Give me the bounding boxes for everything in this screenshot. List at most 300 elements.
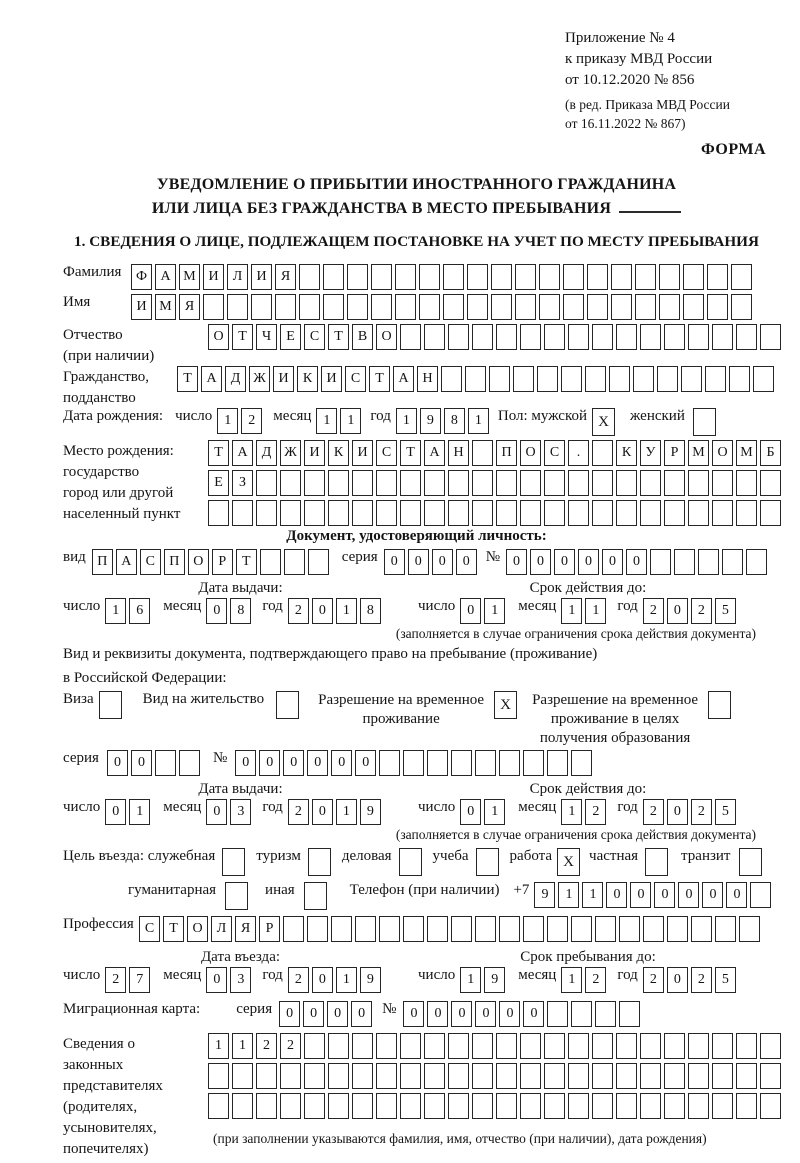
profession-cell[interactable] bbox=[451, 916, 472, 942]
surname-cell[interactable] bbox=[347, 264, 368, 290]
migration-card-series-cell[interactable]: 0 bbox=[327, 1001, 348, 1027]
profession-cell[interactable] bbox=[547, 916, 568, 942]
birth-place-line3-cell[interactable] bbox=[760, 500, 781, 526]
migration-card-series-cell[interactable]: 0 bbox=[279, 1001, 300, 1027]
permit-issue-day-cell[interactable]: 1 bbox=[129, 799, 150, 825]
purpose-study-checkbox[interactable] bbox=[476, 848, 499, 876]
representatives-line3-cell[interactable] bbox=[304, 1093, 325, 1119]
patronymic-cell[interactable] bbox=[640, 324, 661, 350]
birth-place-line3-cell[interactable] bbox=[688, 500, 709, 526]
representatives-line3-cell[interactable] bbox=[568, 1093, 589, 1119]
birth-place-line3-cell[interactable] bbox=[472, 500, 493, 526]
patronymic-cell[interactable] bbox=[544, 324, 565, 350]
birth-place-line1-cell[interactable]: Т bbox=[208, 440, 229, 466]
birth-place-line2-cell[interactable] bbox=[304, 470, 325, 496]
birth-place-line2-cell[interactable] bbox=[736, 470, 757, 496]
birth-place-line1-cell[interactable]: А bbox=[232, 440, 253, 466]
entry-day-cell[interactable]: 2 bbox=[105, 967, 126, 993]
entry-year-cell[interactable]: 9 bbox=[360, 967, 381, 993]
surname-cell[interactable]: И bbox=[251, 264, 272, 290]
birth-day-cell[interactable]: 1 bbox=[217, 408, 238, 434]
id-issue-day-cell[interactable]: 1 bbox=[105, 598, 126, 624]
stay-until-year-cell[interactable]: 0 bbox=[667, 967, 688, 993]
profession-cell[interactable] bbox=[643, 916, 664, 942]
id-valid-day-cell[interactable]: 1 bbox=[484, 598, 505, 624]
representatives-line1-cell[interactable] bbox=[400, 1033, 421, 1059]
id-doc-type-cell[interactable]: О bbox=[188, 549, 209, 575]
id-doc-type-cell[interactable]: А bbox=[116, 549, 137, 575]
birth-place-line3-cell[interactable] bbox=[496, 500, 517, 526]
birth-place-line2-cell[interactable] bbox=[448, 470, 469, 496]
given-name-cell[interactable] bbox=[587, 294, 608, 320]
representatives-line3-cell[interactable] bbox=[736, 1093, 757, 1119]
patronymic-cell[interactable] bbox=[400, 324, 421, 350]
surname-cell[interactable] bbox=[323, 264, 344, 290]
stay-until-day-cell[interactable]: 1 bbox=[460, 967, 481, 993]
representatives-line3-cell[interactable] bbox=[544, 1093, 565, 1119]
phone-number-cell[interactable]: 0 bbox=[678, 882, 699, 908]
representatives-line3-cell[interactable] bbox=[472, 1093, 493, 1119]
representatives-line2-cell[interactable] bbox=[712, 1063, 733, 1089]
purpose-humanitarian-checkbox[interactable] bbox=[225, 882, 248, 910]
representatives-line1-cell[interactable] bbox=[592, 1033, 613, 1059]
birth-year-cell[interactable]: 1 bbox=[468, 408, 489, 434]
birth-place-line3-cell[interactable] bbox=[616, 500, 637, 526]
representatives-line1-cell[interactable] bbox=[376, 1033, 397, 1059]
permit-number-cell[interactable] bbox=[403, 750, 424, 776]
stay-until-month-cell[interactable]: 2 bbox=[585, 967, 606, 993]
surname-cell[interactable] bbox=[419, 264, 440, 290]
patronymic-cell[interactable] bbox=[424, 324, 445, 350]
citizenship-cell[interactable]: С bbox=[345, 366, 366, 392]
patronymic-cell[interactable]: О bbox=[376, 324, 397, 350]
stay-until-day-cell[interactable]: 9 bbox=[484, 967, 505, 993]
birth-place-line3-cell[interactable] bbox=[592, 500, 613, 526]
permit-number-cell[interactable]: 0 bbox=[259, 750, 280, 776]
birth-place-line1-cell[interactable]: М bbox=[736, 440, 757, 466]
representatives-line2-cell[interactable] bbox=[376, 1063, 397, 1089]
id-doc-number-cell[interactable] bbox=[746, 549, 767, 575]
citizenship-cell[interactable]: Ж bbox=[249, 366, 270, 392]
citizenship-cell[interactable]: И bbox=[321, 366, 342, 392]
stay-until-month-cell[interactable]: 1 bbox=[561, 967, 582, 993]
birth-place-line1-cell[interactable]: У bbox=[640, 440, 661, 466]
migration-card-number-cell[interactable]: 0 bbox=[427, 1001, 448, 1027]
permit-number-cell[interactable]: 0 bbox=[307, 750, 328, 776]
migration-card-number-cell[interactable] bbox=[595, 1001, 616, 1027]
given-name-cell[interactable] bbox=[635, 294, 656, 320]
birth-place-line1-cell[interactable]: А bbox=[424, 440, 445, 466]
birth-place-line2-cell[interactable] bbox=[496, 470, 517, 496]
birth-place-line1-cell[interactable]: Д bbox=[256, 440, 277, 466]
representatives-line1-cell[interactable] bbox=[472, 1033, 493, 1059]
given-name-cell[interactable] bbox=[491, 294, 512, 320]
representatives-line2-cell[interactable] bbox=[472, 1063, 493, 1089]
profession-cell[interactable] bbox=[283, 916, 304, 942]
representatives-line1-cell[interactable] bbox=[328, 1033, 349, 1059]
permit-issue-year-cell[interactable]: 0 bbox=[312, 799, 333, 825]
patronymic-cell[interactable] bbox=[688, 324, 709, 350]
birth-place-line2-cell[interactable] bbox=[616, 470, 637, 496]
permit-series-cell[interactable]: 0 bbox=[107, 750, 128, 776]
representatives-line3-cell[interactable] bbox=[328, 1093, 349, 1119]
id-issue-year-cell[interactable]: 0 bbox=[312, 598, 333, 624]
purpose-official-checkbox[interactable] bbox=[222, 848, 245, 876]
birth-place-line2-cell[interactable] bbox=[472, 470, 493, 496]
phone-number-cell[interactable]: 0 bbox=[630, 882, 651, 908]
id-valid-year-cell[interactable]: 0 bbox=[667, 598, 688, 624]
representatives-line2-cell[interactable] bbox=[688, 1063, 709, 1089]
permit-valid-year-cell[interactable]: 5 bbox=[715, 799, 736, 825]
visa-checkbox[interactable] bbox=[99, 691, 122, 719]
representatives-line1-cell[interactable] bbox=[424, 1033, 445, 1059]
given-name-cell[interactable] bbox=[371, 294, 392, 320]
stay-until-year-cell[interactable]: 2 bbox=[691, 967, 712, 993]
purpose-other-checkbox[interactable] bbox=[304, 882, 327, 910]
migration-card-number-cell[interactable]: 0 bbox=[403, 1001, 424, 1027]
representatives-line3-cell[interactable] bbox=[592, 1093, 613, 1119]
id-valid-day-cell[interactable]: 0 bbox=[460, 598, 481, 624]
representatives-line3-cell[interactable] bbox=[424, 1093, 445, 1119]
given-name-cell[interactable] bbox=[419, 294, 440, 320]
permit-number-cell[interactable]: 0 bbox=[331, 750, 352, 776]
birth-place-line1-cell[interactable]: О bbox=[712, 440, 733, 466]
birth-place-line3-cell[interactable] bbox=[424, 500, 445, 526]
id-doc-series-cell[interactable]: 0 bbox=[432, 549, 453, 575]
birth-place-line3-cell[interactable] bbox=[376, 500, 397, 526]
patronymic-cell[interactable] bbox=[592, 324, 613, 350]
representatives-line1-cell[interactable] bbox=[544, 1033, 565, 1059]
representatives-line3-cell[interactable] bbox=[640, 1093, 661, 1119]
permit-issue-year-cell[interactable]: 9 bbox=[360, 799, 381, 825]
citizenship-cell[interactable] bbox=[585, 366, 606, 392]
birth-place-line1-cell[interactable]: Р bbox=[664, 440, 685, 466]
permit-issue-year-cell[interactable]: 1 bbox=[336, 799, 357, 825]
phone-number-cell[interactable]: 9 bbox=[534, 882, 555, 908]
permit-number-cell[interactable] bbox=[547, 750, 568, 776]
representatives-line1-cell[interactable] bbox=[496, 1033, 517, 1059]
birth-place-line3-cell[interactable] bbox=[400, 500, 421, 526]
patronymic-cell[interactable]: Е bbox=[280, 324, 301, 350]
representatives-line1-cell[interactable] bbox=[760, 1033, 781, 1059]
representatives-line1-cell[interactable] bbox=[664, 1033, 685, 1059]
purpose-work-checkbox[interactable]: X bbox=[557, 848, 580, 876]
citizenship-cell[interactable] bbox=[513, 366, 534, 392]
birth-place-line1-cell[interactable]: П bbox=[496, 440, 517, 466]
birth-place-line1-cell[interactable]: О bbox=[520, 440, 541, 466]
profession-cell[interactable] bbox=[667, 916, 688, 942]
representatives-line3-cell[interactable] bbox=[616, 1093, 637, 1119]
surname-cell[interactable] bbox=[515, 264, 536, 290]
representatives-line3-cell[interactable] bbox=[712, 1093, 733, 1119]
representatives-line3-cell[interactable] bbox=[688, 1093, 709, 1119]
profession-cell[interactable]: Р bbox=[259, 916, 280, 942]
profession-cell[interactable] bbox=[571, 916, 592, 942]
given-name-cell[interactable] bbox=[539, 294, 560, 320]
profession-cell[interactable] bbox=[619, 916, 640, 942]
birth-place-line1-cell[interactable]: Т bbox=[400, 440, 421, 466]
permit-number-cell[interactable] bbox=[379, 750, 400, 776]
patronymic-cell[interactable]: Ч bbox=[256, 324, 277, 350]
entry-year-cell[interactable]: 0 bbox=[312, 967, 333, 993]
profession-cell[interactable] bbox=[595, 916, 616, 942]
representatives-line2-cell[interactable] bbox=[736, 1063, 757, 1089]
id-doc-series-cell[interactable]: 0 bbox=[408, 549, 429, 575]
profession-cell[interactable] bbox=[715, 916, 736, 942]
birth-place-line2-cell[interactable] bbox=[376, 470, 397, 496]
patronymic-cell[interactable]: С bbox=[304, 324, 325, 350]
phone-number-cell[interactable] bbox=[750, 882, 771, 908]
birth-place-line3-cell[interactable] bbox=[736, 500, 757, 526]
representatives-line2-cell[interactable] bbox=[208, 1063, 229, 1089]
id-doc-type-cell[interactable] bbox=[260, 549, 281, 575]
patronymic-cell[interactable] bbox=[616, 324, 637, 350]
birth-year-cell[interactable]: 9 bbox=[420, 408, 441, 434]
surname-cell[interactable]: А bbox=[155, 264, 176, 290]
given-name-cell[interactable] bbox=[395, 294, 416, 320]
phone-number-cell[interactable]: 0 bbox=[654, 882, 675, 908]
given-name-cell[interactable] bbox=[563, 294, 584, 320]
permit-valid-year-cell[interactable]: 0 bbox=[667, 799, 688, 825]
given-name-cell[interactable] bbox=[443, 294, 464, 320]
representatives-line3-cell[interactable] bbox=[352, 1093, 373, 1119]
permit-number-cell[interactable] bbox=[475, 750, 496, 776]
id-issue-month-cell[interactable]: 0 bbox=[206, 598, 227, 624]
patronymic-cell[interactable]: Т bbox=[328, 324, 349, 350]
representatives-line2-cell[interactable] bbox=[544, 1063, 565, 1089]
permit-number-cell[interactable] bbox=[523, 750, 544, 776]
patronymic-cell[interactable]: Т bbox=[232, 324, 253, 350]
birth-place-line1-cell[interactable]: К bbox=[328, 440, 349, 466]
representatives-line2-cell[interactable] bbox=[664, 1063, 685, 1089]
temp-residence-education-checkbox[interactable] bbox=[708, 691, 731, 719]
representatives-line2-cell[interactable] bbox=[448, 1063, 469, 1089]
given-name-cell[interactable] bbox=[731, 294, 752, 320]
birth-place-line2-cell[interactable] bbox=[592, 470, 613, 496]
permit-number-cell[interactable]: 0 bbox=[283, 750, 304, 776]
id-issue-year-cell[interactable]: 8 bbox=[360, 598, 381, 624]
permit-number-cell[interactable] bbox=[499, 750, 520, 776]
birth-place-line1-cell[interactable]: М bbox=[688, 440, 709, 466]
birth-place-line3-cell[interactable] bbox=[568, 500, 589, 526]
given-name-cell[interactable]: И bbox=[131, 294, 152, 320]
id-doc-type-cell[interactable] bbox=[284, 549, 305, 575]
representatives-line2-cell[interactable] bbox=[328, 1063, 349, 1089]
citizenship-cell[interactable]: И bbox=[273, 366, 294, 392]
surname-cell[interactable] bbox=[611, 264, 632, 290]
representatives-line3-cell[interactable] bbox=[280, 1093, 301, 1119]
representatives-line2-cell[interactable] bbox=[352, 1063, 373, 1089]
birth-year-cell[interactable]: 8 bbox=[444, 408, 465, 434]
representatives-line2-cell[interactable] bbox=[760, 1063, 781, 1089]
birth-year-cell[interactable]: 1 bbox=[396, 408, 417, 434]
permit-issue-year-cell[interactable]: 2 bbox=[288, 799, 309, 825]
representatives-line2-cell[interactable] bbox=[496, 1063, 517, 1089]
birth-place-line1-cell[interactable]: Б bbox=[760, 440, 781, 466]
patronymic-cell[interactable] bbox=[736, 324, 757, 350]
patronymic-cell[interactable] bbox=[664, 324, 685, 350]
given-name-cell[interactable] bbox=[659, 294, 680, 320]
profession-cell[interactable] bbox=[307, 916, 328, 942]
birth-place-line2-cell[interactable]: З bbox=[232, 470, 253, 496]
citizenship-cell[interactable] bbox=[561, 366, 582, 392]
permit-number-cell[interactable] bbox=[427, 750, 448, 776]
id-valid-month-cell[interactable]: 1 bbox=[585, 598, 606, 624]
birth-place-line2-cell[interactable] bbox=[400, 470, 421, 496]
surname-cell[interactable] bbox=[659, 264, 680, 290]
citizenship-cell[interactable] bbox=[657, 366, 678, 392]
citizenship-cell[interactable] bbox=[753, 366, 774, 392]
profession-cell[interactable] bbox=[379, 916, 400, 942]
migration-card-number-cell[interactable]: 0 bbox=[499, 1001, 520, 1027]
stay-until-year-cell[interactable]: 2 bbox=[643, 967, 664, 993]
given-name-cell[interactable]: М bbox=[155, 294, 176, 320]
permit-issue-month-cell[interactable]: 3 bbox=[230, 799, 251, 825]
birth-place-line2-cell[interactable] bbox=[544, 470, 565, 496]
representatives-line2-cell[interactable] bbox=[520, 1063, 541, 1089]
profession-cell[interactable]: Т bbox=[163, 916, 184, 942]
representatives-line2-cell[interactable] bbox=[232, 1063, 253, 1089]
representatives-line2-cell[interactable] bbox=[616, 1063, 637, 1089]
permit-number-cell[interactable]: 0 bbox=[235, 750, 256, 776]
entry-month-cell[interactable]: 3 bbox=[230, 967, 251, 993]
representatives-line2-cell[interactable] bbox=[256, 1063, 277, 1089]
id-valid-year-cell[interactable]: 2 bbox=[691, 598, 712, 624]
given-name-cell[interactable] bbox=[347, 294, 368, 320]
birth-place-line1-cell[interactable]: И bbox=[352, 440, 373, 466]
patronymic-cell[interactable] bbox=[448, 324, 469, 350]
profession-cell[interactable] bbox=[523, 916, 544, 942]
patronymic-cell[interactable] bbox=[568, 324, 589, 350]
purpose-tourism-checkbox[interactable] bbox=[308, 848, 331, 876]
surname-cell[interactable] bbox=[587, 264, 608, 290]
birth-place-line3-cell[interactable] bbox=[328, 500, 349, 526]
birth-place-line2-cell[interactable] bbox=[760, 470, 781, 496]
profession-cell[interactable] bbox=[403, 916, 424, 942]
given-name-cell[interactable] bbox=[515, 294, 536, 320]
patronymic-cell[interactable]: В bbox=[352, 324, 373, 350]
representatives-line1-cell[interactable]: 1 bbox=[208, 1033, 229, 1059]
migration-card-number-cell[interactable]: 0 bbox=[451, 1001, 472, 1027]
id-doc-series-cell[interactable]: 0 bbox=[456, 549, 477, 575]
citizenship-cell[interactable] bbox=[705, 366, 726, 392]
birth-place-line1-cell[interactable]: Н bbox=[448, 440, 469, 466]
birth-place-line1-cell[interactable]: . bbox=[568, 440, 589, 466]
birth-place-line1-cell[interactable]: С bbox=[376, 440, 397, 466]
id-doc-number-cell[interactable] bbox=[674, 549, 695, 575]
id-doc-number-cell[interactable] bbox=[722, 549, 743, 575]
birth-place-line1-cell[interactable]: И bbox=[304, 440, 325, 466]
phone-number-cell[interactable]: 0 bbox=[726, 882, 747, 908]
representatives-line1-cell[interactable] bbox=[520, 1033, 541, 1059]
permit-valid-month-cell[interactable]: 1 bbox=[561, 799, 582, 825]
birth-place-line2-cell[interactable] bbox=[640, 470, 661, 496]
permit-series-cell[interactable] bbox=[155, 750, 176, 776]
representatives-line3-cell[interactable] bbox=[520, 1093, 541, 1119]
surname-cell[interactable]: Л bbox=[227, 264, 248, 290]
permit-issue-month-cell[interactable]: 0 bbox=[206, 799, 227, 825]
purpose-business-checkbox[interactable] bbox=[399, 848, 422, 876]
citizenship-cell[interactable]: А bbox=[393, 366, 414, 392]
representatives-line1-cell[interactable]: 1 bbox=[232, 1033, 253, 1059]
representatives-line1-cell[interactable] bbox=[448, 1033, 469, 1059]
surname-cell[interactable]: И bbox=[203, 264, 224, 290]
birth-place-line2-cell[interactable] bbox=[280, 470, 301, 496]
birth-place-line3-cell[interactable] bbox=[544, 500, 565, 526]
surname-cell[interactable] bbox=[371, 264, 392, 290]
representatives-line3-cell[interactable] bbox=[760, 1093, 781, 1119]
citizenship-cell[interactable] bbox=[537, 366, 558, 392]
surname-cell[interactable] bbox=[443, 264, 464, 290]
given-name-cell[interactable] bbox=[707, 294, 728, 320]
representatives-line1-cell[interactable] bbox=[616, 1033, 637, 1059]
representatives-line1-cell[interactable] bbox=[568, 1033, 589, 1059]
citizenship-cell[interactable] bbox=[489, 366, 510, 392]
representatives-line2-cell[interactable] bbox=[640, 1063, 661, 1089]
representatives-line3-cell[interactable] bbox=[208, 1093, 229, 1119]
id-doc-number-cell[interactable]: 0 bbox=[506, 549, 527, 575]
birth-place-line3-cell[interactable] bbox=[304, 500, 325, 526]
permit-valid-month-cell[interactable]: 2 bbox=[585, 799, 606, 825]
citizenship-cell[interactable]: Т bbox=[369, 366, 390, 392]
birth-place-line3-cell[interactable] bbox=[208, 500, 229, 526]
birth-place-line3-cell[interactable] bbox=[520, 500, 541, 526]
id-doc-number-cell[interactable] bbox=[698, 549, 719, 575]
birth-place-line2-cell[interactable] bbox=[664, 470, 685, 496]
gender-female-checkbox[interactable] bbox=[693, 408, 716, 436]
representatives-line1-cell[interactable] bbox=[640, 1033, 661, 1059]
representatives-line2-cell[interactable] bbox=[424, 1063, 445, 1089]
representatives-line1-cell[interactable] bbox=[712, 1033, 733, 1059]
gender-male-checkbox[interactable]: X bbox=[592, 408, 615, 436]
purpose-transit-checkbox[interactable] bbox=[739, 848, 762, 876]
birth-place-line2-cell[interactable] bbox=[568, 470, 589, 496]
representatives-line3-cell[interactable] bbox=[496, 1093, 517, 1119]
representatives-line3-cell[interactable] bbox=[256, 1093, 277, 1119]
permit-issue-day-cell[interactable]: 0 bbox=[105, 799, 126, 825]
phone-number-cell[interactable]: 1 bbox=[558, 882, 579, 908]
representatives-line2-cell[interactable] bbox=[280, 1063, 301, 1089]
representatives-line2-cell[interactable] bbox=[568, 1063, 589, 1089]
profession-cell[interactable] bbox=[427, 916, 448, 942]
surname-cell[interactable] bbox=[731, 264, 752, 290]
citizenship-cell[interactable] bbox=[633, 366, 654, 392]
id-doc-number-cell[interactable]: 0 bbox=[602, 549, 623, 575]
given-name-cell[interactable] bbox=[299, 294, 320, 320]
residence-permit-checkbox[interactable] bbox=[276, 691, 299, 719]
profession-cell[interactable] bbox=[331, 916, 352, 942]
citizenship-cell[interactable] bbox=[609, 366, 630, 392]
phone-number-cell[interactable]: 0 bbox=[702, 882, 723, 908]
id-doc-number-cell[interactable] bbox=[650, 549, 671, 575]
birth-place-line3-cell[interactable] bbox=[280, 500, 301, 526]
entry-year-cell[interactable]: 2 bbox=[288, 967, 309, 993]
representatives-line2-cell[interactable] bbox=[400, 1063, 421, 1089]
representatives-line2-cell[interactable] bbox=[592, 1063, 613, 1089]
citizenship-cell[interactable] bbox=[441, 366, 462, 392]
id-valid-year-cell[interactable]: 2 bbox=[643, 598, 664, 624]
birth-place-line3-cell[interactable] bbox=[640, 500, 661, 526]
surname-cell[interactable] bbox=[299, 264, 320, 290]
representatives-line3-cell[interactable] bbox=[232, 1093, 253, 1119]
profession-cell[interactable]: О bbox=[187, 916, 208, 942]
birth-place-line1-cell[interactable]: Ж bbox=[280, 440, 301, 466]
patronymic-cell[interactable] bbox=[712, 324, 733, 350]
phone-number-cell[interactable]: 0 bbox=[606, 882, 627, 908]
birth-place-line2-cell[interactable] bbox=[688, 470, 709, 496]
given-name-cell[interactable] bbox=[683, 294, 704, 320]
surname-cell[interactable] bbox=[563, 264, 584, 290]
